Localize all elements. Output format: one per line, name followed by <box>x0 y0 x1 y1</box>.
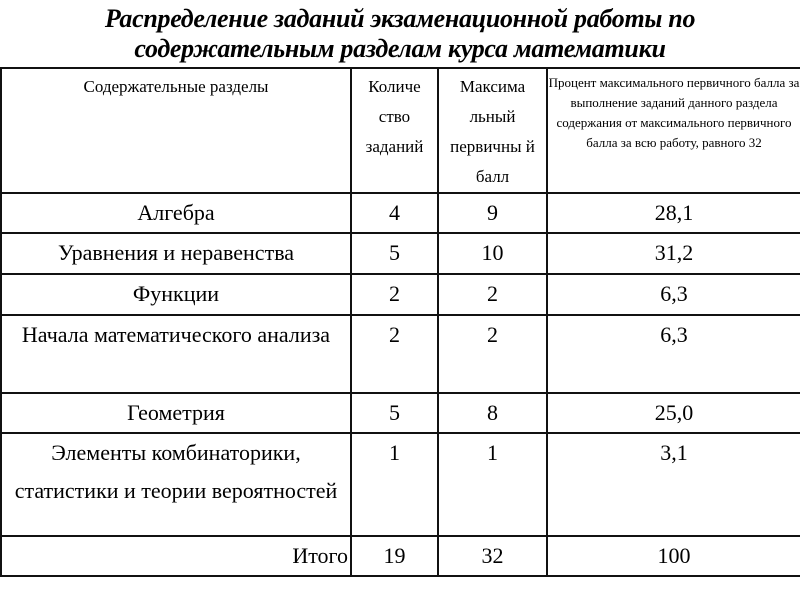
cell-section: Элементы комбинаторики, статистики и теории вероятностей <box>1 433 351 536</box>
cell-count: 5 <box>351 393 438 433</box>
cell-total-label: Итого <box>1 536 351 576</box>
title-line-1: Распределение заданий экзаменационной работы по <box>104 4 696 33</box>
table-row <box>1 274 800 315</box>
table-row <box>1 193 800 233</box>
page-title <box>0 4 800 64</box>
cell-count: 2 <box>351 274 438 315</box>
cell-total-count: 19 <box>351 536 438 576</box>
cell-max-score: 9 <box>438 193 547 233</box>
header-max-score: Максима льный первичны й балл <box>438 68 547 193</box>
cell-count: 2 <box>351 315 438 393</box>
cell-max-score: 1 <box>438 433 547 536</box>
cell-percent: 6,3 <box>547 315 800 393</box>
cell-max-score: 2 <box>438 274 547 315</box>
cell-section: Начала математического анализа <box>1 315 351 393</box>
cell-max-score: 8 <box>438 393 547 433</box>
cell-percent: 25,0 <box>547 393 800 433</box>
header-section: Содержательные разделы <box>1 68 351 193</box>
cell-total-max-score: 32 <box>438 536 547 576</box>
title-line-2: содержательным разделам курса математики <box>134 34 666 63</box>
table-header-row <box>1 68 800 193</box>
cell-percent: 6,3 <box>547 274 800 315</box>
cell-section: Геометрия <box>1 393 351 433</box>
cell-max-score: 10 <box>438 233 547 274</box>
cell-max-score: 2 <box>438 315 547 393</box>
cell-percent: 3,1 <box>547 433 800 536</box>
table-total-row <box>1 536 800 576</box>
table-row <box>1 233 800 274</box>
cell-count: 1 <box>351 433 438 536</box>
header-count: Количе ство заданий <box>351 68 438 193</box>
table-row <box>1 433 800 536</box>
exam-distribution-table <box>0 67 800 577</box>
cell-section: Алгебра <box>1 193 351 233</box>
cell-total-percent: 100 <box>547 536 800 576</box>
cell-percent: 28,1 <box>547 193 800 233</box>
cell-count: 4 <box>351 193 438 233</box>
table-row <box>1 393 800 433</box>
cell-percent: 31,2 <box>547 233 800 274</box>
cell-count: 5 <box>351 233 438 274</box>
cell-section: Функции <box>1 274 351 315</box>
header-percent: Процент максимального первичного балла за выполнение заданий данного раздела содержания от максимального первичного балла за всю работу, равного 32 <box>547 68 800 193</box>
table-row <box>1 315 800 393</box>
cell-section: Уравнения и неравенства <box>1 233 351 274</box>
